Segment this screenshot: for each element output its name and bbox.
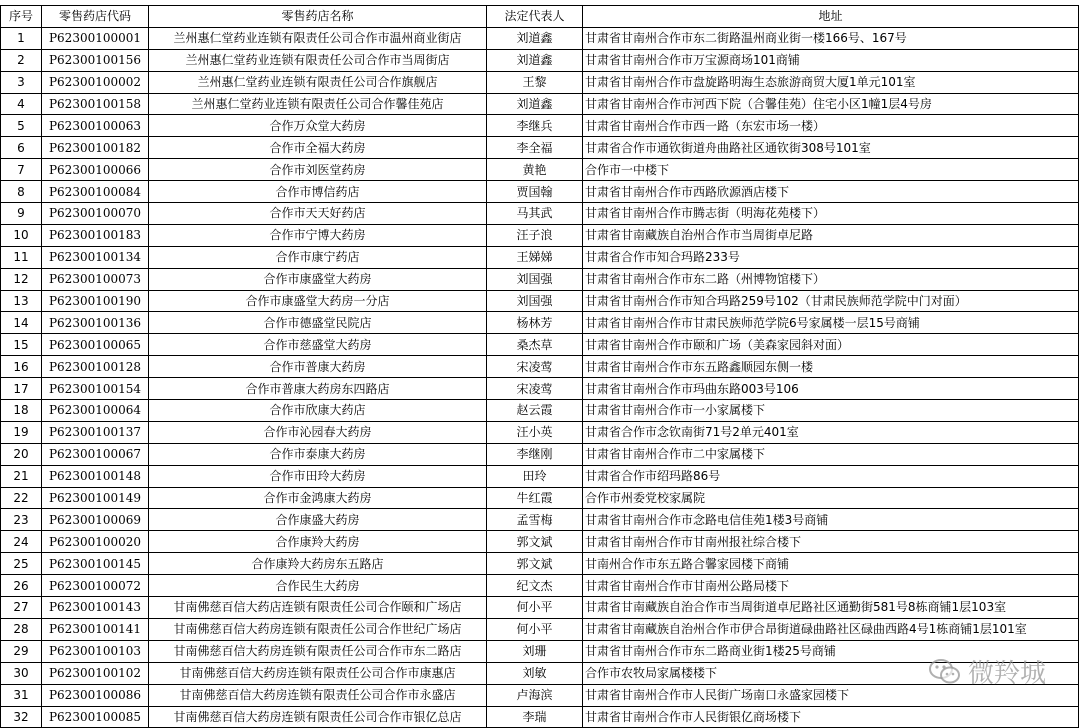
- row-address: 甘肃省合作市绍玛路86号: [583, 465, 1079, 487]
- row-code: P62300100183: [42, 224, 149, 246]
- row-name: 合作市全福大药房: [149, 137, 487, 159]
- row-seq: 7: [1, 159, 42, 181]
- row-seq: 10: [1, 224, 42, 246]
- table-row: [1, 334, 1079, 356]
- row-name: 合作市田玲大药房: [149, 465, 487, 487]
- row-name: 合作市德盛堂民院店: [149, 312, 487, 334]
- row-representative: 刘道鑫: [487, 49, 583, 71]
- row-code: P62300100141: [42, 618, 149, 640]
- row-representative: 刘国强: [487, 268, 583, 290]
- row-code: P62300100182: [42, 137, 149, 159]
- row-code: P62300100063: [42, 115, 149, 137]
- row-seq: 19: [1, 421, 42, 443]
- row-representative: 郭文斌: [487, 531, 583, 553]
- row-name: 甘南佛慈百信大药房连锁有限责任公司合作市东二路店: [149, 640, 487, 662]
- row-code: P62300100002: [42, 71, 149, 93]
- table-row: [1, 159, 1079, 181]
- row-name: 甘南佛慈百信大药房连锁有限责任公司合作市银亿总店: [149, 706, 487, 728]
- table-row: [1, 706, 1079, 728]
- row-seq: 15: [1, 334, 42, 356]
- table-row: [1, 597, 1079, 619]
- row-seq: 31: [1, 684, 42, 706]
- row-seq: 17: [1, 378, 42, 400]
- row-seq: 27: [1, 597, 42, 619]
- row-seq: 30: [1, 662, 42, 684]
- table-row: [1, 531, 1079, 553]
- row-representative: 李瑞: [487, 706, 583, 728]
- row-representative: 何小平: [487, 597, 583, 619]
- table-row: [1, 268, 1079, 290]
- table-row: [1, 312, 1079, 334]
- row-seq: 6: [1, 137, 42, 159]
- row-address: 合作市一中楼下: [583, 159, 1079, 181]
- row-name: 合作市刘医堂药房: [149, 159, 487, 181]
- row-representative: 刘道鑫: [487, 93, 583, 115]
- row-code: P62300100086: [42, 684, 149, 706]
- row-code: P62300100156: [42, 49, 149, 71]
- row-seq: 1: [1, 27, 42, 49]
- row-seq: 18: [1, 400, 42, 422]
- row-code: P62300100084: [42, 181, 149, 203]
- table-row: [1, 443, 1079, 465]
- row-code: P62300100070: [42, 203, 149, 225]
- table-row: [1, 378, 1079, 400]
- row-address: 甘肃省甘南州合作市东二路商业街1楼25号商铺: [583, 640, 1079, 662]
- row-representative: 黄艳: [487, 159, 583, 181]
- row-code: P62300100149: [42, 487, 149, 509]
- row-name: 甘南佛慈百信大药房连锁有限责任公司合作市康惠店: [149, 662, 487, 684]
- row-name: 合作市金鸿康大药房: [149, 487, 487, 509]
- row-address: 甘肃省甘南州合作市甘南州公路局楼下: [583, 575, 1079, 597]
- row-address: 甘肃省甘南州合作市西路欣源酒店楼下: [583, 181, 1079, 203]
- row-representative: 宋凌莺: [487, 356, 583, 378]
- row-address: 甘肃省甘南州合作市腾志街（明海花苑楼下）: [583, 203, 1079, 225]
- table-row: [1, 181, 1079, 203]
- row-seq: 32: [1, 706, 42, 728]
- row-name: 合作市普康大药房东四路店: [149, 378, 487, 400]
- row-representative: 刘敏: [487, 662, 583, 684]
- row-code: P62300100158: [42, 93, 149, 115]
- row-address: 甘肃省甘南州合作市人民街银亿商场楼下: [583, 706, 1079, 728]
- row-representative: 王黎: [487, 71, 583, 93]
- row-name: 合作康羚大药房: [149, 531, 487, 553]
- row-representative: 杨林芳: [487, 312, 583, 334]
- row-address: 合作市农牧局家属楼楼下: [583, 662, 1079, 684]
- table-row: [1, 356, 1079, 378]
- row-seq: 11: [1, 246, 42, 268]
- row-representative: 刘道鑫: [487, 27, 583, 49]
- row-address: 甘肃省甘南州合作市颐和广场（美森家园斜对面）: [583, 334, 1079, 356]
- row-address: 甘肃省甘南州合作市玛曲东路003号106: [583, 378, 1079, 400]
- watermark-text: 微羚城: [967, 659, 1046, 689]
- row-code: P62300100065: [42, 334, 149, 356]
- row-name: 合作市慈盛堂大药房: [149, 334, 487, 356]
- row-representative: 田玲: [487, 465, 583, 487]
- table-row: [1, 662, 1079, 684]
- row-code: P62300100020: [42, 531, 149, 553]
- row-representative: 刘珊: [487, 640, 583, 662]
- table-row: [1, 246, 1079, 268]
- row-name: 合作市沁园春大药房: [149, 421, 487, 443]
- row-name: 合作市泰康大药房: [149, 443, 487, 465]
- row-seq: 13: [1, 290, 42, 312]
- row-representative: 孟雪梅: [487, 509, 583, 531]
- row-seq: 5: [1, 115, 42, 137]
- row-seq: 16: [1, 356, 42, 378]
- table-row: [1, 684, 1079, 706]
- row-address: 甘肃省甘南州合作市甘南州报社综合楼下: [583, 531, 1079, 553]
- row-address: 甘肃省甘南州合作市人民街广场南口永盛家园楼下: [583, 684, 1079, 706]
- row-name: 甘南佛慈百信大药房连锁有限责任公司合作世纪广场店: [149, 618, 487, 640]
- header-representative: 法定代表人: [487, 6, 583, 28]
- table-row: [1, 224, 1079, 246]
- table-row: [1, 640, 1079, 662]
- row-code: P62300100143: [42, 597, 149, 619]
- row-representative: 李继刚: [487, 443, 583, 465]
- row-address: 甘肃省甘南州合作市盘旋路明海生态旅游商贸大厦1单元101室: [583, 71, 1079, 93]
- row-name: 合作市天天好药店: [149, 203, 487, 225]
- row-seq: 2: [1, 49, 42, 71]
- row-representative: 赵云霞: [487, 400, 583, 422]
- table-row: [1, 509, 1079, 531]
- row-representative: 郭文斌: [487, 553, 583, 575]
- row-code: P62300100103: [42, 640, 149, 662]
- row-name: 甘南佛慈百信大药房连锁有限责任公司合作市永盛店: [149, 684, 487, 706]
- row-seq: 3: [1, 71, 42, 93]
- row-name: 合作市宁博大药房: [149, 224, 487, 246]
- table-row: [1, 203, 1079, 225]
- row-address: 甘肃省甘南州合作市东二街路温州商业街一楼166号、167号: [583, 27, 1079, 49]
- row-name: 兰州惠仁堂药业连锁有限责任公司合作市温州商业街店: [149, 27, 487, 49]
- row-name: 合作康羚大药房东五路店: [149, 553, 487, 575]
- row-seq: 9: [1, 203, 42, 225]
- table-row: [1, 71, 1079, 93]
- row-representative: 刘国强: [487, 290, 583, 312]
- row-representative: 李继兵: [487, 115, 583, 137]
- row-name: 合作市康盛堂大药房: [149, 268, 487, 290]
- row-code: P62300100073: [42, 268, 149, 290]
- row-address: 甘肃省合作市通钦街道舟曲路社区通钦街308号101室: [583, 137, 1079, 159]
- row-name: 合作万众堂大药房: [149, 115, 487, 137]
- row-seq: 4: [1, 93, 42, 115]
- row-representative: 李全福: [487, 137, 583, 159]
- row-name: 兰州惠仁堂药业连锁有限责任公司合作馨佳苑店: [149, 93, 487, 115]
- row-address: 甘肃省甘南州合作市念路电信佳苑1楼3号商铺: [583, 509, 1079, 531]
- row-representative: 马其武: [487, 203, 583, 225]
- header-name: 零售药店名称: [149, 6, 487, 28]
- row-code: P62300100190: [42, 290, 149, 312]
- row-seq: 29: [1, 640, 42, 662]
- row-representative: 牛红霞: [487, 487, 583, 509]
- row-representative: 王娣娣: [487, 246, 583, 268]
- table-row: [1, 487, 1079, 509]
- row-seq: 28: [1, 618, 42, 640]
- row-address: 甘肃省甘南藏族自治州合作市伊合昂街道碌曲路社区碌曲西路4号1栋商铺1层101室: [583, 618, 1079, 640]
- row-seq: 25: [1, 553, 42, 575]
- row-code: P62300100067: [42, 443, 149, 465]
- table-row: [1, 421, 1079, 443]
- row-address: 甘肃省甘南州合作市二中家属楼下: [583, 443, 1079, 465]
- row-code: P62300100134: [42, 246, 149, 268]
- row-address: 甘肃省甘南州合作市东二路（州博物馆楼下）: [583, 268, 1079, 290]
- row-address: 甘肃省甘南州合作市东五路鑫顺园东侧一楼: [583, 356, 1079, 378]
- row-address: 甘肃省甘南州合作市西一路（东宏市场一楼）: [583, 115, 1079, 137]
- header-code: 零售药店代码: [42, 6, 149, 28]
- row-name: 合作市欣康大药店: [149, 400, 487, 422]
- table-row: [1, 575, 1079, 597]
- row-code: P62300100128: [42, 356, 149, 378]
- row-seq: 26: [1, 575, 42, 597]
- table-row: [1, 290, 1079, 312]
- table-row: [1, 115, 1079, 137]
- row-name: 合作市博信药店: [149, 181, 487, 203]
- row-address: 甘肃省甘南藏族自治合作市当周街道卓尼路社区通勤街581号8栋商铺1层103室: [583, 597, 1079, 619]
- table-row: [1, 618, 1079, 640]
- table-row: [1, 400, 1079, 422]
- row-address: 甘肃省甘南州合作市一小家属楼下: [583, 400, 1079, 422]
- row-code: P62300100154: [42, 378, 149, 400]
- row-code: P62300100001: [42, 27, 149, 49]
- table-row: [1, 27, 1079, 49]
- row-seq: 12: [1, 268, 42, 290]
- table-row: [1, 553, 1079, 575]
- row-seq: 24: [1, 531, 42, 553]
- row-code: P62300100102: [42, 662, 149, 684]
- row-name: 合作市普康大药房: [149, 356, 487, 378]
- row-address: 合作市州委党校家属院: [583, 487, 1079, 509]
- row-code: P62300100137: [42, 421, 149, 443]
- row-name: 兰州惠仁堂药业连锁有限责任公司合作旗舰店: [149, 71, 487, 93]
- row-representative: 汪小英: [487, 421, 583, 443]
- row-representative: 桑杰草: [487, 334, 583, 356]
- row-name: 合作市康宁药店: [149, 246, 487, 268]
- row-address: 甘南州合作市东五路合馨家园楼下商铺: [583, 553, 1079, 575]
- header-row: [1, 6, 1079, 28]
- row-representative: 何小平: [487, 618, 583, 640]
- row-address: 甘肃省甘南州合作市万宝源商场101商铺: [583, 49, 1079, 71]
- row-address: 甘肃省合作市念钦南街71号2单元401室: [583, 421, 1079, 443]
- row-name: 合作市康盛堂大药房一分店: [149, 290, 487, 312]
- watermark: [928, 653, 1046, 690]
- row-address: 甘肃省甘南州合作市河西下院（合馨佳苑）住宅小区1幢1层4号房: [583, 93, 1079, 115]
- row-name: 甘南佛慈百信大药店连锁有限责任公司合作颐和广场店: [149, 597, 487, 619]
- row-code: P62300100136: [42, 312, 149, 334]
- row-address: 甘肃省甘南州合作市甘肃民族师范学院6号家属楼一层15号商铺: [583, 312, 1079, 334]
- table-row: [1, 49, 1079, 71]
- row-seq: 8: [1, 181, 42, 203]
- row-code: P62300100066: [42, 159, 149, 181]
- row-representative: 汪子浪: [487, 224, 583, 246]
- row-seq: 20: [1, 443, 42, 465]
- header-address: 地址: [583, 6, 1079, 28]
- row-code: P62300100069: [42, 509, 149, 531]
- row-seq: 22: [1, 487, 42, 509]
- row-seq: 23: [1, 509, 42, 531]
- row-name: 合作康盛大药房: [149, 509, 487, 531]
- table-row: [1, 93, 1079, 115]
- row-name: 兰州惠仁堂药业连锁有限责任公司合作市当周街店: [149, 49, 487, 71]
- row-seq: 21: [1, 465, 42, 487]
- row-representative: 贾国翰: [487, 181, 583, 203]
- row-code: P62300100064: [42, 400, 149, 422]
- row-representative: 卢海滨: [487, 684, 583, 706]
- row-code: P62300100085: [42, 706, 149, 728]
- wechat-icon: [928, 657, 962, 687]
- header-seq: 序号: [1, 6, 42, 28]
- table-row: [1, 137, 1079, 159]
- row-name: 合作民生大药房: [149, 575, 487, 597]
- row-address: 甘肃省甘南州合作市知合玛路259号102（甘肃民族师范学院中门对面）: [583, 290, 1079, 312]
- row-code: P62300100145: [42, 553, 149, 575]
- row-code: P62300100148: [42, 465, 149, 487]
- row-seq: 14: [1, 312, 42, 334]
- row-representative: 宋凌莺: [487, 378, 583, 400]
- pharmacy-table: [0, 5, 1079, 728]
- row-representative: 纪文杰: [487, 575, 583, 597]
- row-address: 甘肃省甘南藏族自治州合作市当周街卓尼路: [583, 224, 1079, 246]
- row-address: 甘肃省合作市知合玛路233号: [583, 246, 1079, 268]
- row-code: P62300100072: [42, 575, 149, 597]
- table-row: [1, 465, 1079, 487]
